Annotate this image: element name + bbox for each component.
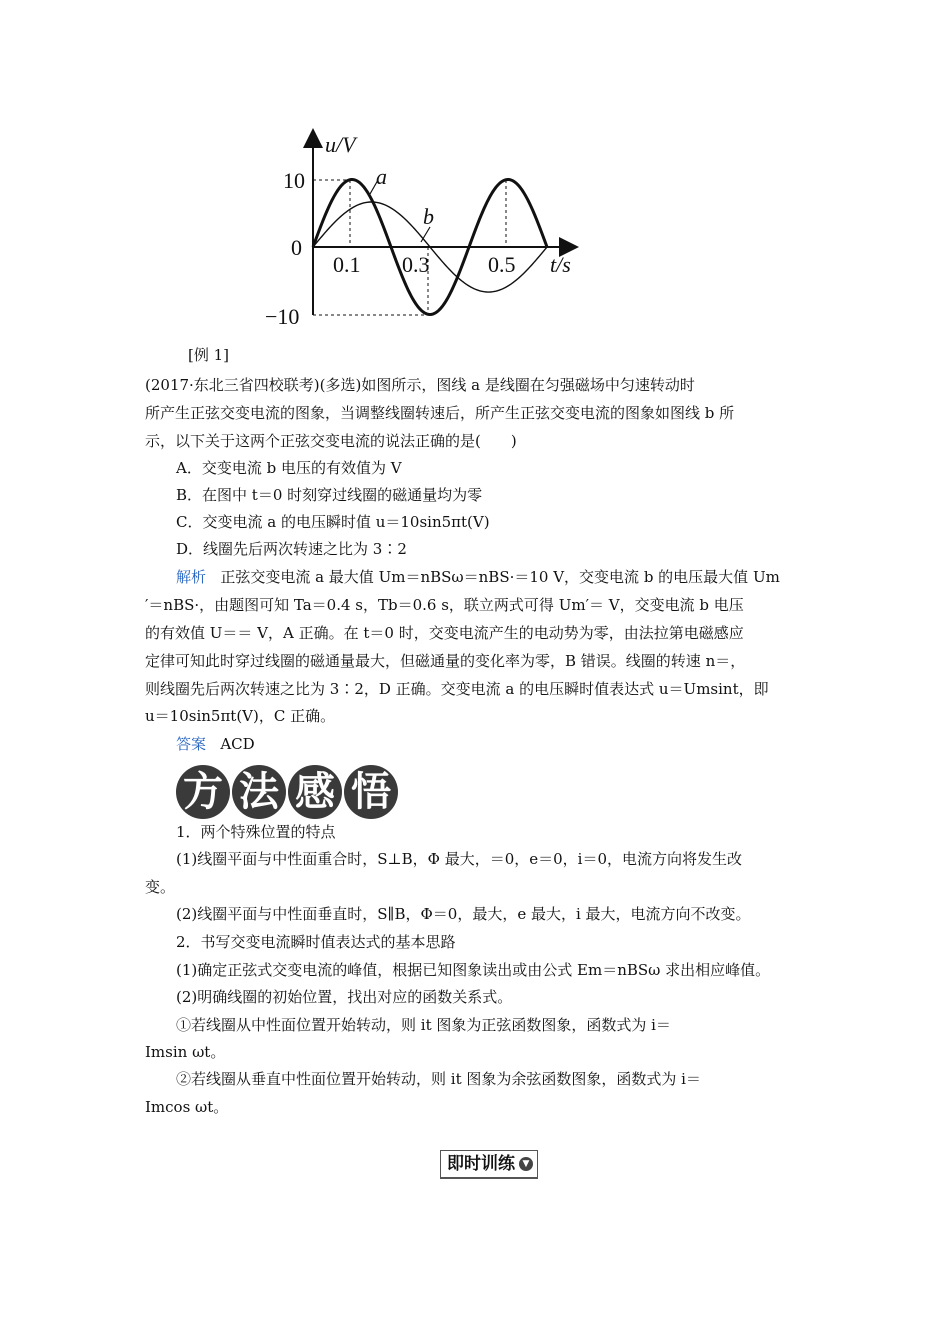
question-line-2: 所产生正弦交变电流的图象，当调整线圈转速后，所产生正弦交变电流的图象如图线 b 所 (145, 404, 735, 422)
method-p5b: Imsin ωt。 (145, 1043, 226, 1061)
method-banner (176, 765, 398, 819)
banner-char-4: 悟 (344, 765, 398, 819)
y-axis-label: u/V (325, 132, 356, 157)
option-c: C．交变电流 a 的电压瞬时值 u＝10sin5πt(V) (176, 513, 490, 531)
x-tick-01: 0.1 (333, 252, 361, 277)
banner-char-1: 方 (176, 765, 230, 819)
x-axis-label: t/s (550, 252, 571, 277)
curve-a-label: a (376, 164, 387, 189)
question-line-3: 示，以下关于这两个正弦交变电流的说法正确的是( ) (145, 432, 517, 450)
answer-line (176, 734, 255, 754)
curve-b-label: b (423, 204, 434, 229)
instant-training-heading (440, 1150, 538, 1179)
instant-training-label: 即时训练 (447, 1154, 515, 1174)
example-label: [例 1] (188, 346, 230, 364)
x-tick-05: 0.5 (488, 252, 516, 277)
down-arrow-icon: ▼ (519, 1157, 533, 1171)
option-b: B．在图中 t＝0 时刻穿过线圈的磁通量均为零 (176, 486, 483, 504)
analysis-line-4: 定律可知此时穿过线圈的磁通量最大，但磁通量的变化率为零，B 错误。线圈的转速 n＝， (145, 652, 746, 670)
option-d: D．线圈先后两次转速之比为 3∶2 (176, 540, 407, 558)
method-p6a: ②若线圈从垂直中性面位置开始转动，则 it 图象为余弦函数图象，函数式为 i＝ (176, 1070, 701, 1088)
method-p6b: Imcos ωt。 (145, 1098, 229, 1116)
answer-label: 答案 (176, 735, 207, 753)
analysis-line-5: 则线圈先后两次转速之比为 3∶2，D 正确。交变电流 a 的电压瞬时值表达式 u＝Umsint，即 (145, 680, 769, 698)
analysis-line-6: u＝10sin5πt(V)，C 正确。 (145, 707, 336, 725)
y-tick-0: 0 (291, 235, 302, 260)
analysis-line-1 (176, 567, 780, 587)
y-tick-10: 10 (283, 168, 305, 193)
method-p5a: ①若线圈从中性面位置开始转动，则 it 图象为正弦函数图象，函数式为 i＝ (176, 1016, 671, 1034)
method-heading-1: 1．两个特殊位置的特点 (176, 823, 336, 841)
x-tick-03: 0.3 (402, 252, 430, 277)
method-p2: (2)线圈平面与中性面垂直时，S∥B，Φ＝0，最大，e 最大，i 最大，电流方向不改变。 (176, 905, 751, 923)
method-p1b: 变。 (145, 878, 176, 896)
method-p1a: (1)线圈平面与中性面重合时，S⊥B，Φ 最大，＝0，e＝0，i＝0，电流方向将发生改 (176, 850, 743, 868)
y-tick-neg10: −10 (265, 304, 300, 329)
analysis-label: 解析 (176, 568, 207, 586)
option-a: A．交变电流 b 电压的有效值为 V (176, 459, 402, 477)
voltage-time-graph (245, 92, 590, 360)
method-heading-2: 2．书写交变电流瞬时值表达式的基本思路 (176, 933, 456, 951)
banner-char-2: 法 (232, 765, 286, 819)
curve-b-leader (421, 227, 430, 242)
method-p3: (1)确定正弦式交变电流的峰值，根据已知图象读出或由公式 Em＝nBSω 求出相应峰值。 (176, 961, 771, 979)
question-line-1: (2017·东北三省四校联考)(多选)如图所示，图线 a 是线圈在匀强磁场中匀速转动时 (145, 376, 695, 394)
analysis-text-1: 正弦交变电流 a 最大值 Um＝nBSω＝nBS·＝10 V，交变电流 b 的电压最大值 Um (220, 568, 780, 586)
banner-char-3: 感 (288, 765, 342, 819)
analysis-line-2: ′＝nBS·，由题图可知 Ta＝0.4 s，Tb＝0.6 s，联立两式可得 Um′＝ V，交变电流 b 电压 (145, 596, 744, 614)
analysis-line-3: 的有效值 U＝＝ V，A 正确。在 t＝0 时，交变电流产生的电动势为零，由法拉第电磁感应 (145, 624, 744, 642)
answer-value: ACD (220, 735, 255, 753)
method-p4: (2)明确线圈的初始位置，找出对应的函数关系式。 (176, 988, 513, 1006)
